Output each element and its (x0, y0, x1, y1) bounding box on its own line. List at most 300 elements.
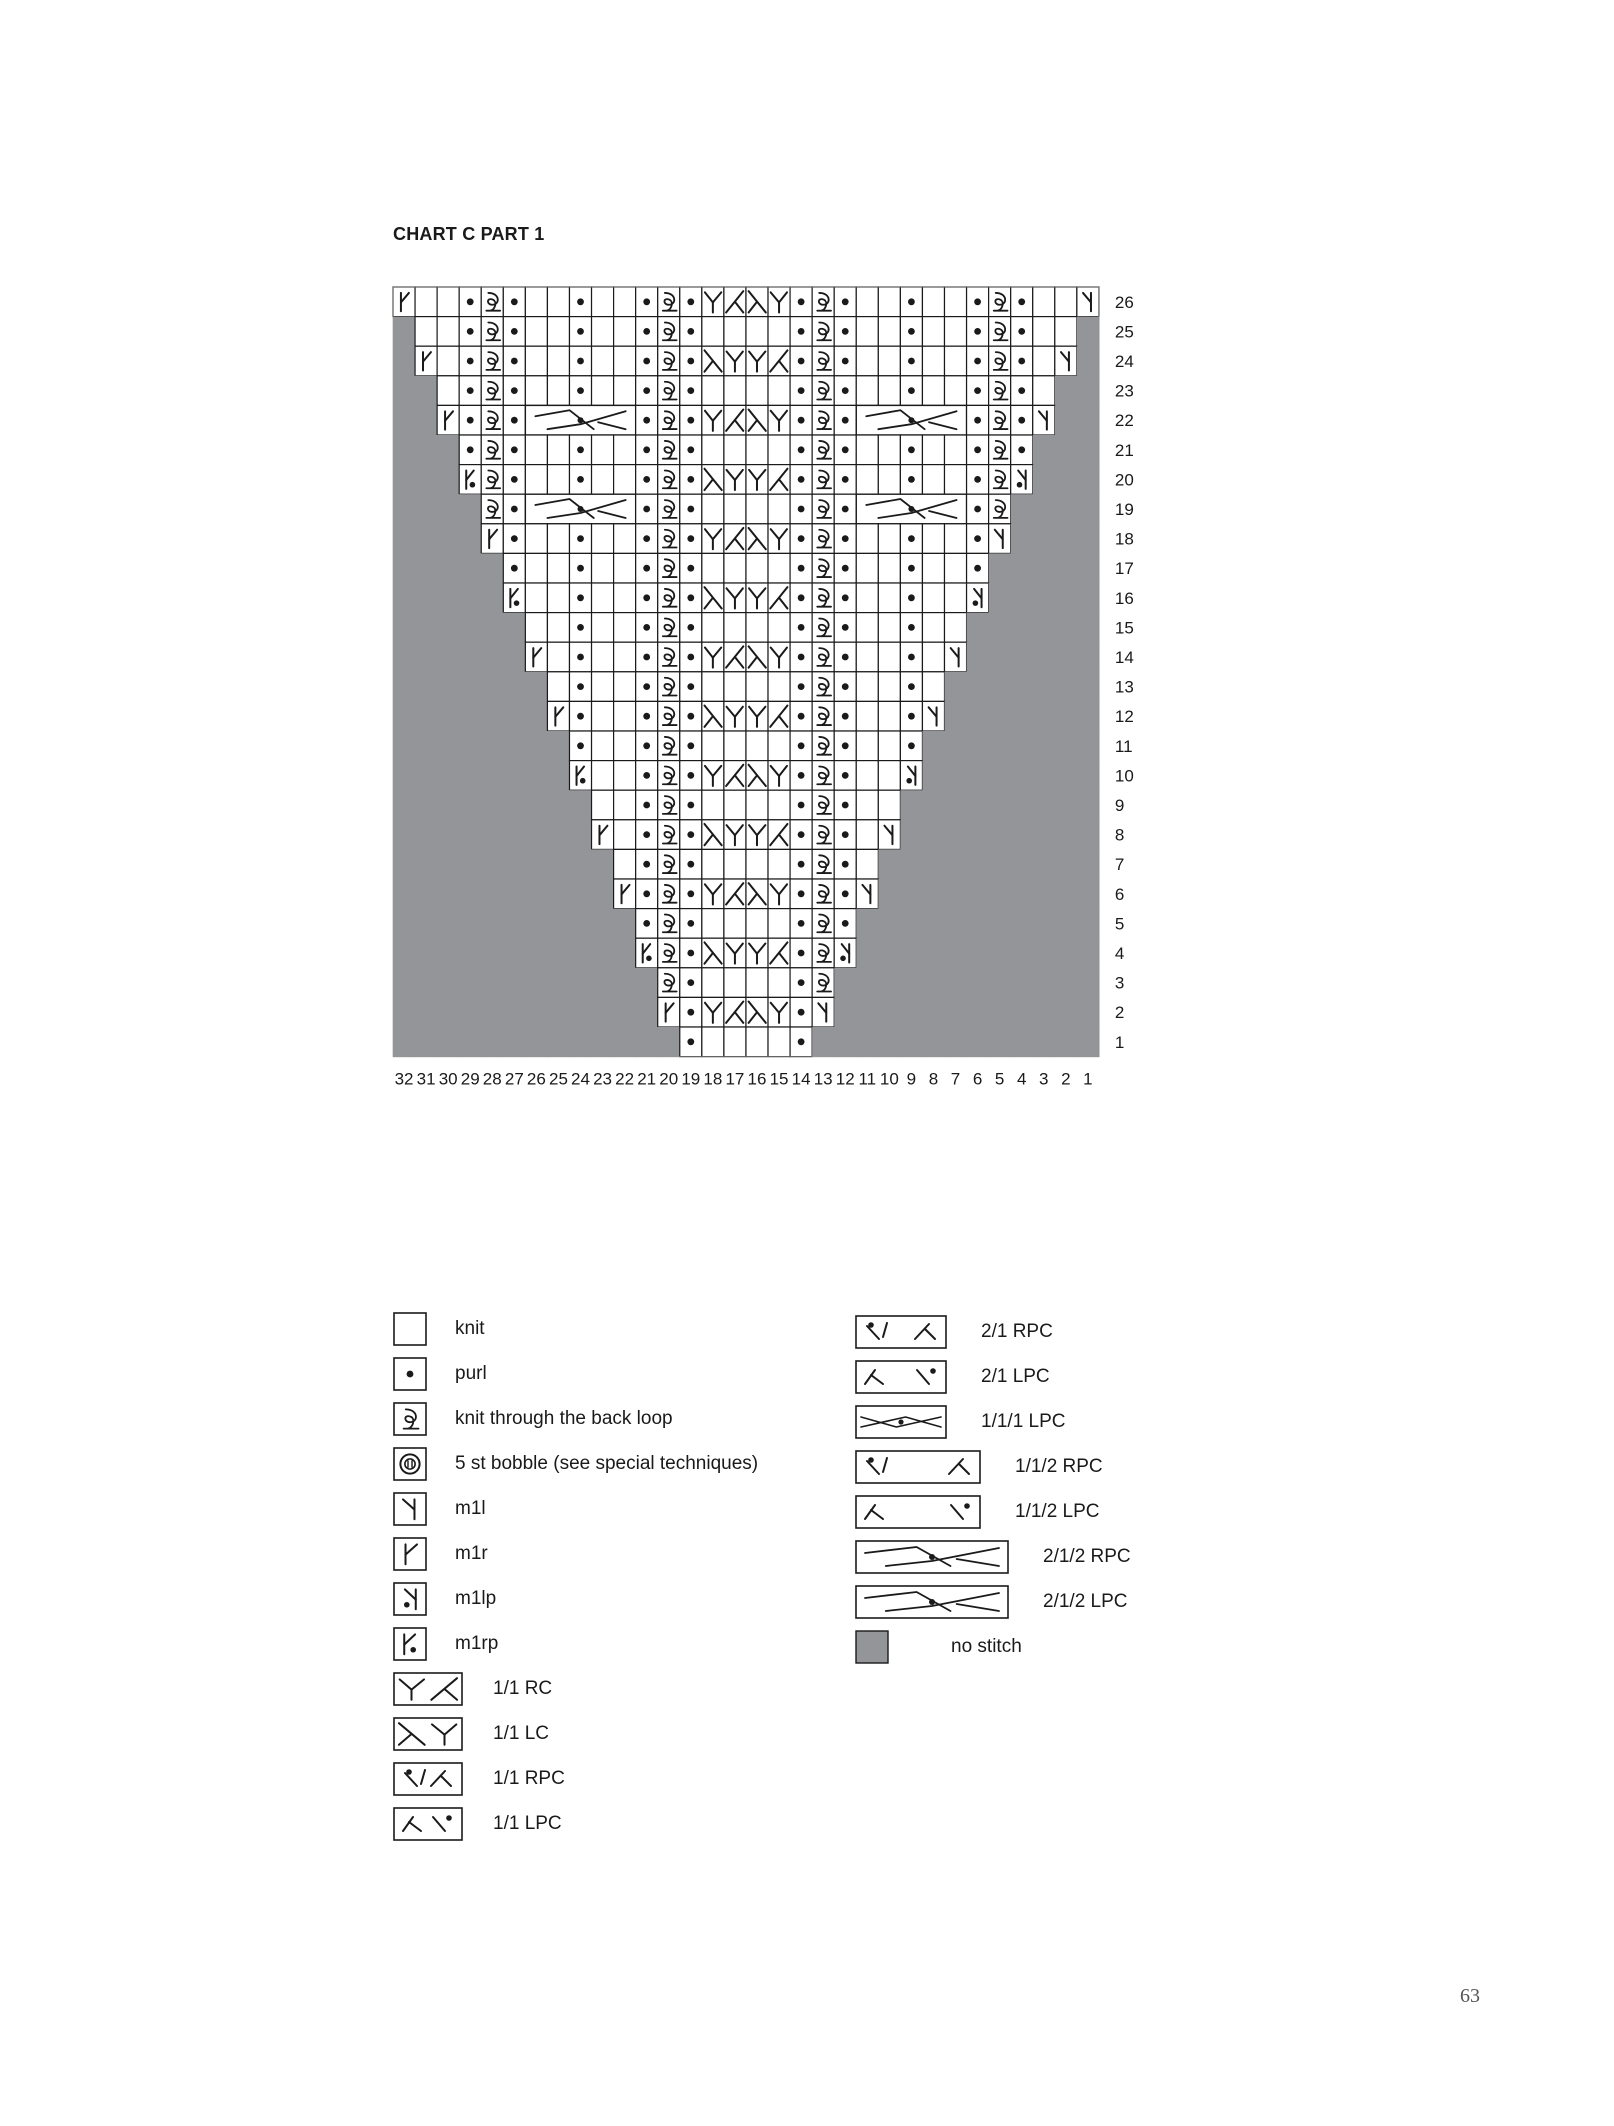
stitch-cell-rc1 (702, 287, 724, 317)
no-stitch-cell (592, 1027, 615, 1057)
row-label: 3 (1114, 973, 1125, 993)
no-stitch-cell (437, 672, 460, 702)
legend-item-lpc111 (855, 1405, 1455, 1441)
column-label: 27 (504, 1069, 524, 1089)
no-stitch-cell (900, 790, 923, 820)
stitch-cell-tbl (989, 405, 1011, 435)
no-stitch-cell (900, 968, 923, 998)
stitch-cell-p (503, 435, 525, 465)
no-stitch-cell (393, 613, 416, 643)
legend-label: purl (455, 1363, 487, 1384)
stitch-cell-k (525, 465, 547, 495)
no-stitch-cell (437, 465, 460, 495)
no-stitch-cell (1033, 997, 1056, 1027)
stitch-cell-tbl (658, 938, 680, 968)
no-stitch-cell (900, 849, 923, 879)
no-stitch-cell (1055, 642, 1078, 672)
no-stitch-cell (547, 997, 570, 1027)
no-stitch-cell (437, 909, 460, 939)
stitch-cell-k (922, 613, 944, 643)
no-stitch-cell (481, 701, 504, 731)
no-stitch-cell (592, 938, 615, 968)
no-stitch-cell (945, 731, 968, 761)
no-stitch-cell (922, 761, 945, 791)
no-stitch-cell (415, 849, 438, 879)
stitch-cell-p (636, 465, 658, 495)
no-stitch-cell (481, 1027, 504, 1057)
no-stitch-cell (945, 761, 968, 791)
no-stitch-cell (1055, 553, 1078, 583)
no-stitch-cell (922, 1027, 945, 1057)
no-stitch-cell (525, 1027, 548, 1057)
no-stitch-cell (658, 1027, 681, 1057)
no-stitch-cell (1033, 465, 1056, 495)
no-stitch-cell (900, 938, 923, 968)
no-stitch-cell (900, 997, 923, 1027)
legend-item-rpc212 (855, 1540, 1455, 1576)
no-stitch-cell (547, 968, 570, 998)
no-stitch-cell (503, 997, 526, 1027)
stitch-cell-lc2 (768, 524, 790, 554)
stitch-cell-k (856, 287, 878, 317)
stitch-cell-k (592, 465, 614, 495)
no-stitch-cell (503, 909, 526, 939)
cable-212-rpc-symbol (856, 405, 966, 435)
legend-label: 1/1/2 LPC (1015, 1501, 1100, 1522)
stitch-cell-p (503, 405, 525, 435)
no-stitch-cell (922, 820, 945, 850)
no-stitch-cell (614, 938, 637, 968)
no-stitch-cell (459, 613, 482, 643)
stitch-cell-k (592, 346, 614, 376)
stitch-cell-k (856, 849, 878, 879)
no-stitch-cell (481, 790, 504, 820)
no-stitch-cell (1011, 849, 1034, 879)
stitch-cell-tbl (481, 405, 503, 435)
no-stitch-cell (989, 879, 1012, 909)
legend-item-rpc112 (855, 1450, 1455, 1486)
no-stitch-cell (393, 524, 416, 554)
stitch-cell-k (746, 494, 768, 524)
stitch-cell-k (768, 317, 790, 347)
stitch-cell-p (569, 317, 591, 347)
no-stitch-cell (967, 1027, 990, 1057)
stitch-cell-k (856, 524, 878, 554)
no-stitch-cell (989, 642, 1012, 672)
no-stitch-cell (525, 761, 548, 791)
legend-item-rpc11 (393, 1762, 993, 1798)
row-label: 26 (1114, 292, 1134, 312)
no-stitch-cell (967, 820, 990, 850)
stitch-cell-p (790, 583, 812, 613)
stitch-cell-p (834, 494, 856, 524)
stitch-cell-p (636, 405, 658, 435)
stitch-cell-p (680, 465, 702, 495)
no-stitch-cell (945, 1027, 968, 1057)
no-stitch-cell (415, 376, 438, 406)
no-stitch-cell (503, 849, 526, 879)
legend-label: m1lp (455, 1588, 497, 1609)
no-stitch-cell (525, 672, 548, 702)
no-stitch-cell (393, 317, 416, 347)
no-stitch-cell (503, 731, 526, 761)
stitch-cell-k (592, 287, 614, 317)
no-stitch-cell (989, 820, 1012, 850)
stitch-cell-p (834, 613, 856, 643)
stitch-cell-k (724, 613, 746, 643)
no-stitch-cell (1055, 583, 1078, 613)
stitch-cell-k (724, 553, 746, 583)
no-stitch-cell (834, 1027, 857, 1057)
stitch-cell-k (614, 820, 636, 850)
stitch-cell-p (459, 317, 481, 347)
stitch-cell-k (614, 553, 636, 583)
no-stitch-cell (547, 820, 570, 850)
stitch-cell-p (834, 553, 856, 583)
no-stitch-cell (569, 849, 592, 879)
no-stitch-cell (393, 672, 416, 702)
no-stitch-cell (525, 790, 548, 820)
stitch-cell-lc2 (768, 405, 790, 435)
stitch-cell-k (746, 968, 768, 998)
stitch-cell-tbl (989, 346, 1011, 376)
no-stitch-cell (503, 879, 526, 909)
no-stitch-cell (569, 879, 592, 909)
stitch-cell-p (569, 287, 591, 317)
stitch-cell-k (768, 613, 790, 643)
stitch-cell-rc2 (724, 761, 746, 791)
stitch-cell-p (636, 879, 658, 909)
no-stitch-cell (393, 731, 416, 761)
no-stitch-cell (1055, 790, 1078, 820)
no-stitch-cell (437, 790, 460, 820)
stitch-cell-tbl (658, 376, 680, 406)
no-stitch-cell (1033, 583, 1056, 613)
row-label: 15 (1114, 618, 1134, 638)
stitch-cell-p (967, 553, 989, 583)
stitch-cell-k (1033, 287, 1055, 317)
stitch-cell-tbl (658, 405, 680, 435)
stitch-cell-tbl (812, 849, 834, 879)
no-stitch-cell (1033, 1027, 1056, 1057)
no-stitch-cell (393, 583, 416, 613)
stitch-cell-tbl (658, 642, 680, 672)
stitch-cell-tbl (812, 465, 834, 495)
no-stitch-cell (900, 820, 923, 850)
no-stitch-cell (415, 879, 438, 909)
no-stitch-cell (1011, 938, 1034, 968)
stitch-cell-p (459, 346, 481, 376)
no-stitch-cell (393, 938, 416, 968)
no-stitch-cell (415, 524, 438, 554)
stitch-cell-k (592, 642, 614, 672)
stitch-cell-p (569, 524, 591, 554)
no-stitch-cell (967, 849, 990, 879)
no-stitch-cell (1033, 701, 1056, 731)
legend-item-lc11 (393, 1717, 993, 1753)
stitch-cell-p (834, 465, 856, 495)
no-stitch-cell (569, 997, 592, 1027)
stitch-cell-m1rp (636, 938, 658, 968)
no-stitch-cell (503, 938, 526, 968)
no-stitch-cell (569, 820, 592, 850)
stitch-cell-p (967, 346, 989, 376)
no-stitch-cell (525, 968, 548, 998)
no-stitch-cell (945, 849, 968, 879)
no-stitch-cell (1033, 553, 1056, 583)
no-stitch-cell (1077, 346, 1100, 376)
no-stitch-cell (1033, 968, 1056, 998)
legend-item-lpc21 (855, 1360, 1455, 1396)
no-stitch-cell (1033, 642, 1056, 672)
stitch-cell-k (856, 435, 878, 465)
no-stitch-cell (1077, 820, 1100, 850)
no-stitch-cell (437, 849, 460, 879)
stitch-cell-m1lp (834, 938, 856, 968)
column-label: 23 (593, 1069, 613, 1089)
no-stitch-cell (592, 968, 615, 998)
no-stitch-cell (1077, 435, 1100, 465)
stitch-cell-m1l (945, 642, 967, 672)
no-stitch-cell (459, 909, 482, 939)
no-stitch-cell (1033, 672, 1056, 702)
stitch-cell-k (878, 553, 900, 583)
no-stitch-cell (856, 997, 879, 1027)
no-stitch-cell (481, 761, 504, 791)
stitch-cell-m1l (1033, 405, 1055, 435)
no-stitch-cell (393, 879, 416, 909)
stitch-cell-tbl (989, 317, 1011, 347)
column-label: 3 (1039, 1069, 1049, 1089)
stitch-cell-p (569, 376, 591, 406)
stitch-cell-k (724, 435, 746, 465)
stitch-cell-lc2 (724, 820, 746, 850)
stitch-cell-k (945, 435, 967, 465)
stitch-cell-p (834, 346, 856, 376)
stitch-cell-p (503, 553, 525, 583)
column-label: 31 (416, 1069, 436, 1089)
no-stitch-cell (393, 909, 416, 939)
stitch-cell-p (680, 968, 702, 998)
no-stitch-cell (525, 938, 548, 968)
stitch-cell-p (790, 287, 812, 317)
stitch-cell-p (569, 583, 591, 613)
stitch-cell-k (592, 435, 614, 465)
no-stitch-cell (393, 701, 416, 731)
stitch-cell-k (878, 613, 900, 643)
stitch-cell-k (878, 761, 900, 791)
stitch-cell-k (878, 376, 900, 406)
stitch-cell-p (790, 465, 812, 495)
stitch-cell-k (856, 790, 878, 820)
no-stitch-cell (1033, 820, 1056, 850)
no-stitch-cell (1033, 435, 1056, 465)
legend-item-lpc212 (855, 1585, 1455, 1621)
stitch-cell-tbl (812, 968, 834, 998)
no-stitch-cell (989, 672, 1012, 702)
stitch-cell-p (680, 376, 702, 406)
stitch-cell-tbl (812, 642, 834, 672)
stitch-cell-p (636, 790, 658, 820)
no-stitch-cell (1033, 761, 1056, 791)
stitch-cell-p (569, 346, 591, 376)
column-label: 15 (769, 1069, 789, 1089)
stitch-cell-tbl (658, 761, 680, 791)
stitch-cell-p (790, 909, 812, 939)
stitch-cell-k (547, 317, 569, 347)
stitch-cell-k (768, 1027, 790, 1057)
stitch-cell-k (878, 672, 900, 702)
stitch-cell-m1l (812, 997, 834, 1027)
stitch-cell-k (1033, 346, 1055, 376)
stitch-cell-rc1 (702, 997, 724, 1027)
stitch-cell-k (878, 790, 900, 820)
column-label: 8 (928, 1069, 939, 1089)
stitch-cell-k (746, 849, 768, 879)
stitch-cell-k (415, 287, 437, 317)
stitch-cell-tbl (658, 465, 680, 495)
stitch-cell-p (680, 553, 702, 583)
no-stitch-cell (459, 583, 482, 613)
no-stitch-cell (1055, 465, 1078, 495)
stitch-cell-p (900, 672, 922, 702)
stitch-cell-tbl (812, 820, 834, 850)
legend-symbol-lpc11-icon (393, 1807, 465, 1843)
stitch-cell-k (878, 435, 900, 465)
no-stitch-cell (1077, 790, 1100, 820)
stitch-cell-lc1 (702, 938, 724, 968)
no-stitch-cell (967, 701, 990, 731)
no-stitch-cell (393, 968, 416, 998)
no-stitch-cell (967, 790, 990, 820)
row-label: 24 (1114, 352, 1134, 371)
no-stitch-cell (945, 672, 968, 702)
stitch-cell-k (945, 465, 967, 495)
stitch-cell-p (834, 376, 856, 406)
stitch-cell-p (790, 761, 812, 791)
stitch-cell-p (680, 613, 702, 643)
legend-item-lpc11 (393, 1807, 993, 1843)
no-stitch-cell (922, 909, 945, 939)
legend-item-lpc112 (855, 1495, 1455, 1531)
no-stitch-cell (1077, 701, 1100, 731)
no-stitch-cell (459, 820, 482, 850)
no-stitch-cell (1011, 524, 1034, 554)
row-label: 21 (1114, 440, 1134, 460)
stitch-cell-k (547, 583, 569, 613)
stitch-cell-p (790, 938, 812, 968)
no-stitch-cell (592, 909, 615, 939)
stitch-cell-p (834, 583, 856, 613)
stitch-cell-tbl (812, 435, 834, 465)
stitch-cell-p (636, 435, 658, 465)
no-stitch-cell (569, 1027, 592, 1057)
no-stitch-cell (437, 820, 460, 850)
no-stitch-cell (415, 613, 438, 643)
stitch-cell-p (680, 1027, 702, 1057)
stitch-cell-p (680, 494, 702, 524)
no-stitch-cell (547, 790, 570, 820)
stitch-cell-p (790, 997, 812, 1027)
stitch-cell-tbl (658, 731, 680, 761)
chart-title: CHART C PART 1 (393, 224, 545, 244)
stitch-cell-tbl (658, 287, 680, 317)
stitch-cell-k (702, 613, 724, 643)
no-stitch-cell (393, 849, 416, 879)
stitch-cell-k (746, 1027, 768, 1057)
stitch-cell-k (702, 731, 724, 761)
no-stitch-cell (1011, 1027, 1034, 1057)
stitch-cell-m1r (658, 997, 680, 1027)
stitch-cell-p (569, 613, 591, 643)
no-stitch-cell (636, 1027, 659, 1057)
no-stitch-cell (989, 997, 1012, 1027)
stitch-cell-k (592, 583, 614, 613)
stitch-cell-p (967, 524, 989, 554)
stitch-cell-k (525, 524, 547, 554)
no-stitch-cell (459, 761, 482, 791)
no-stitch-cell (569, 968, 592, 998)
stitch-cell-k (525, 376, 547, 406)
stitch-cell-tbl (658, 346, 680, 376)
no-stitch-cell (415, 435, 438, 465)
no-stitch-cell (547, 849, 570, 879)
stitch-cell-k (746, 317, 768, 347)
stitch-cell-k (922, 465, 944, 495)
column-label: 25 (548, 1069, 568, 1089)
stitch-cell-k (614, 849, 636, 879)
stitch-cell-rc2 (768, 465, 790, 495)
stitch-cell-p (834, 317, 856, 347)
stitch-cell-k (592, 672, 614, 702)
stitch-cell-rc1 (702, 642, 724, 672)
stitch-cell-p (636, 553, 658, 583)
stitch-cell-rc2 (724, 642, 746, 672)
stitch-cell-tbl (812, 761, 834, 791)
stitch-cell-rc2 (768, 346, 790, 376)
column-label: 2 (1061, 1069, 1071, 1089)
stitch-cell-lc1 (746, 997, 768, 1027)
no-stitch-cell (878, 938, 901, 968)
stitch-cell-k (746, 731, 768, 761)
legend-label: 2/1/2 LPC (1043, 1591, 1128, 1612)
stitch-cell-m1rp (569, 761, 591, 791)
no-stitch-cell (1055, 849, 1078, 879)
stitch-cell-m1r (481, 524, 503, 554)
stitch-cell-p (790, 642, 812, 672)
no-stitch-cell (481, 938, 504, 968)
stitch-cell-k (922, 553, 944, 583)
stitch-cell-k (525, 287, 547, 317)
stitch-cell-p (790, 524, 812, 554)
legend-symbol-m1rp-icon (393, 1627, 429, 1663)
stitch-cell-rc1 (746, 938, 768, 968)
no-stitch-cell (525, 997, 548, 1027)
stitch-cell-p (834, 790, 856, 820)
stitch-cell-k (878, 731, 900, 761)
legend-symbol-rpc212-icon (855, 1540, 1011, 1576)
column-label: 10 (879, 1069, 899, 1089)
no-stitch-cell (1055, 997, 1078, 1027)
stitch-cell-p (680, 938, 702, 968)
no-stitch-cell (415, 672, 438, 702)
stitch-cell-k (945, 346, 967, 376)
no-stitch-cell (1011, 583, 1034, 613)
stitch-cell-k (702, 790, 724, 820)
legend-label: no stitch (951, 1636, 1022, 1657)
stitch-cell-k (614, 642, 636, 672)
no-stitch-cell (503, 1027, 526, 1057)
